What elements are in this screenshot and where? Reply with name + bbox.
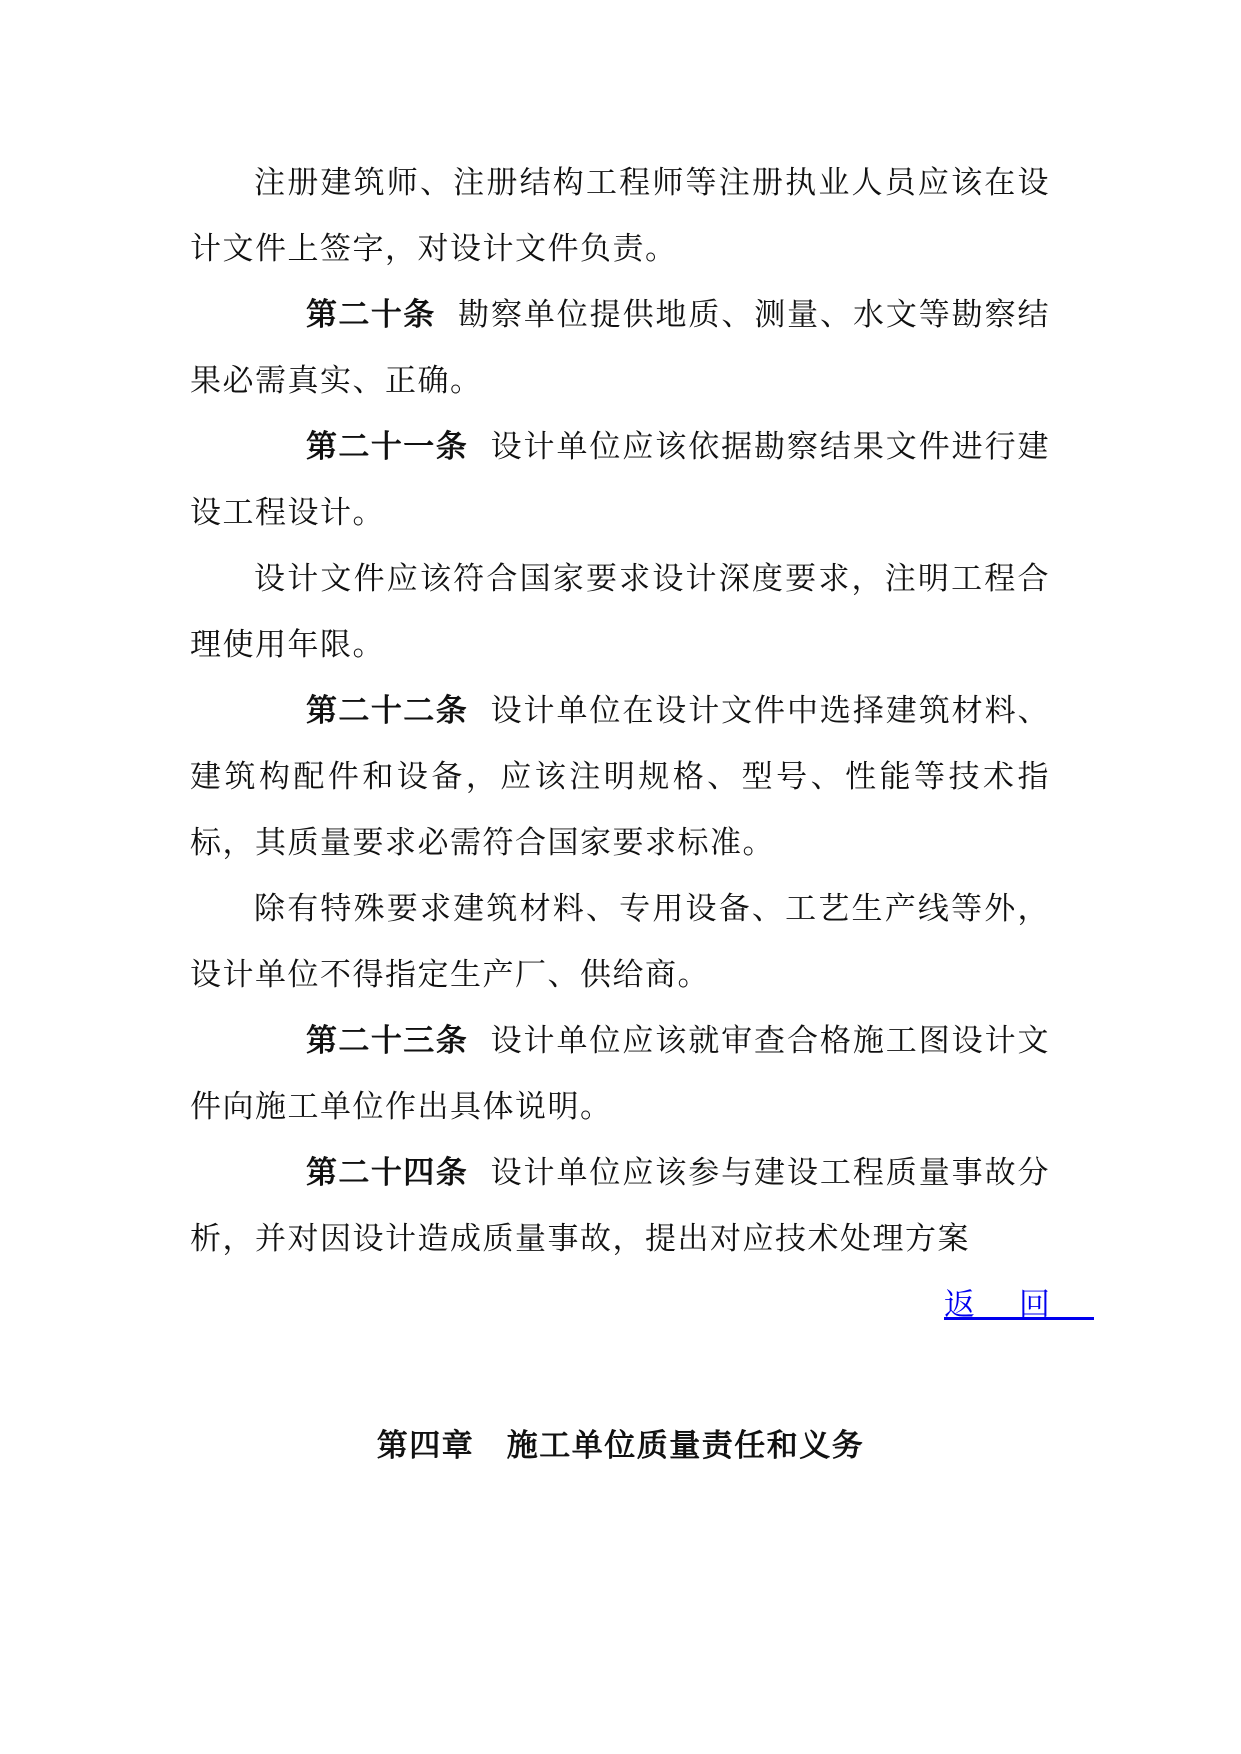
article-23-label: 第二十三条 — [306, 1023, 469, 1059]
back-row — [190, 1272, 1094, 1338]
article-21-text: 设计单位应该依据勘察结果文件进行建设工程设计。 — [190, 429, 1051, 531]
article-20-text: 勘察单位提供地质、测量、水文等勘察结果必需真实、正确。 — [190, 297, 1051, 399]
chapter-title: 第四章 施工单位质量责任和义务 — [376, 1428, 865, 1464]
article-21 — [190, 414, 1050, 546]
article-22-label: 第二十二条 — [306, 693, 469, 729]
document-body — [190, 150, 1094, 1338]
article-20-label: 第二十条 — [306, 297, 436, 333]
article-23-text: 设计单位应该就审查合格施工图设计文件向施工单位作出具体说明。 — [190, 1023, 1051, 1125]
article-23 — [190, 1008, 1050, 1140]
article-24-label: 第二十四条 — [306, 1155, 469, 1191]
back-link[interactable]: 返回 — [944, 1287, 1094, 1323]
paragraph-design-depth: 设计文件应该符合国家要求设计深度要求，注明工程合理使用年限。 — [190, 561, 1050, 663]
paragraph-special-materials: 除有特殊要求建筑材料、专用设备、工艺生产线等外，设计单位不得指定生产厂、供给商。 — [190, 891, 1050, 993]
article-20 — [190, 282, 1050, 414]
article-22 — [190, 678, 1050, 876]
article-24-text: 设计单位应该参与建设工程质量事故分析，并对因设计造成质量事故，提出对应技术处理方案 — [190, 1155, 1051, 1257]
article-21-label: 第二十一条 — [306, 429, 469, 465]
article-22-text: 设计单位在设计文件中选择建筑材料、建筑构配件和设备，应该注明规格、型号、性能等技术指标，其质量要求必需符合国家要求标准。 — [190, 693, 1051, 861]
paragraph-registered-personnel: 注册建筑师、注册结构工程师等注册执业人员应该在设计文件上签字，对设计文件负责。 — [190, 165, 1050, 267]
article-24 — [190, 1140, 1050, 1272]
